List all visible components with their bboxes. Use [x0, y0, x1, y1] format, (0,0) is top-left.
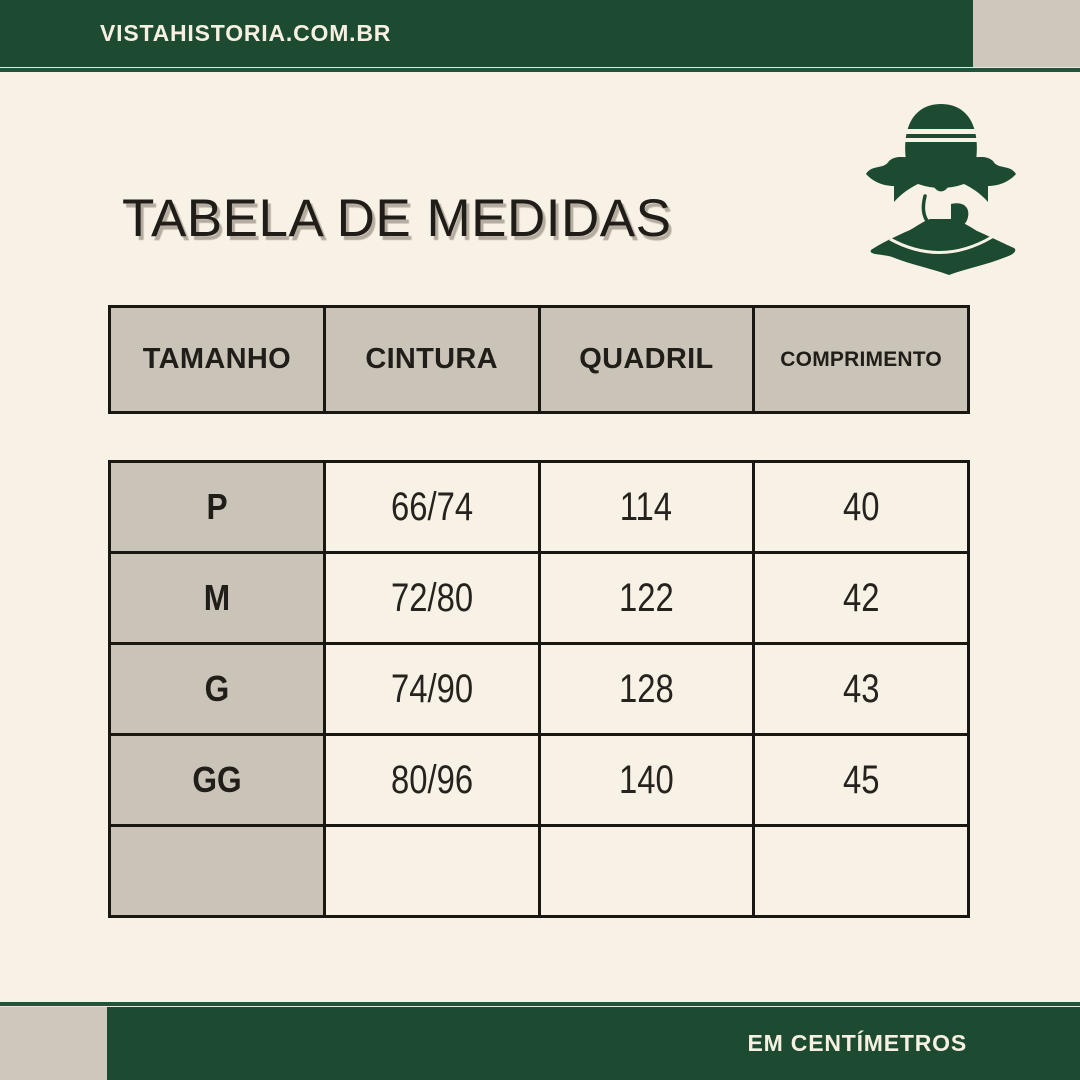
- size-label: G: [204, 668, 230, 709]
- top-bar: [0, 0, 1080, 67]
- table-row-gg: [110, 735, 969, 826]
- header-label: CINTURA: [365, 343, 498, 375]
- size-cell: [110, 462, 325, 553]
- value-cell: [539, 735, 754, 826]
- size-label: M: [203, 577, 231, 618]
- value-cell: [539, 462, 754, 553]
- comprimento-value: 43: [842, 666, 880, 711]
- bottom-bar: [0, 1007, 1080, 1080]
- value-cell: [324, 462, 539, 553]
- size-chart-body: [108, 460, 970, 918]
- quadril-value: 140: [619, 757, 674, 802]
- header-label: TAMANHO: [142, 343, 291, 375]
- cintura-value: 74/90: [390, 666, 473, 711]
- cintura-value: 72/80: [390, 575, 473, 620]
- bottom-left-corner-square: [0, 1007, 107, 1080]
- header-row: [110, 307, 969, 413]
- size-cell: [110, 553, 325, 644]
- value-cell: [754, 644, 969, 735]
- comprimento-value: 42: [842, 575, 880, 620]
- value-cell: [539, 553, 754, 644]
- header-cell-quadril: [539, 307, 754, 413]
- size-chart-header: [108, 305, 970, 414]
- quadril-value: 114: [620, 484, 673, 529]
- value-cell: [539, 644, 754, 735]
- header-cell-comprimento: [754, 307, 969, 413]
- size-cell: [110, 735, 325, 826]
- value-cell: [754, 462, 969, 553]
- value-cell: [324, 735, 539, 826]
- table-row-m: [110, 553, 969, 644]
- cintura-value: 80/96: [390, 757, 473, 802]
- quadril-value: 122: [619, 575, 674, 620]
- value-cell: [324, 644, 539, 735]
- value-cell: [754, 553, 969, 644]
- value-cell: [539, 826, 754, 917]
- size-cell: [110, 644, 325, 735]
- table-row-empty: [110, 826, 969, 917]
- table-row-g: [110, 644, 969, 735]
- comprimento-value: 40: [842, 484, 880, 529]
- header-cell-cintura: [324, 307, 539, 413]
- quadril-value: 128: [619, 666, 674, 711]
- value-cell: [324, 826, 539, 917]
- cintura-value: 66/74: [390, 484, 473, 529]
- top-right-corner-square: [973, 0, 1080, 67]
- table-row-p: [110, 462, 969, 553]
- header-label: COMPRIMENTO: [780, 347, 942, 371]
- value-cell: [754, 735, 969, 826]
- page-title: TABELA DE MEDIDAS: [122, 189, 672, 248]
- site-url-text: VISTAHISTORIA.COM.BR: [100, 20, 392, 46]
- top-bar-accent-line: [0, 68, 1080, 72]
- woman-with-hat-logo-icon: [855, 98, 1027, 288]
- size-cell: [110, 826, 325, 917]
- size-label: GG: [192, 759, 242, 800]
- value-cell: [324, 553, 539, 644]
- value-cell: [754, 826, 969, 917]
- header-label: QUADRIL: [579, 343, 714, 375]
- comprimento-value: 45: [842, 757, 880, 802]
- size-label: P: [206, 486, 228, 527]
- header-cell-tamanho: [110, 307, 325, 413]
- units-note-text: EM CENTÍMETROS: [747, 1030, 967, 1056]
